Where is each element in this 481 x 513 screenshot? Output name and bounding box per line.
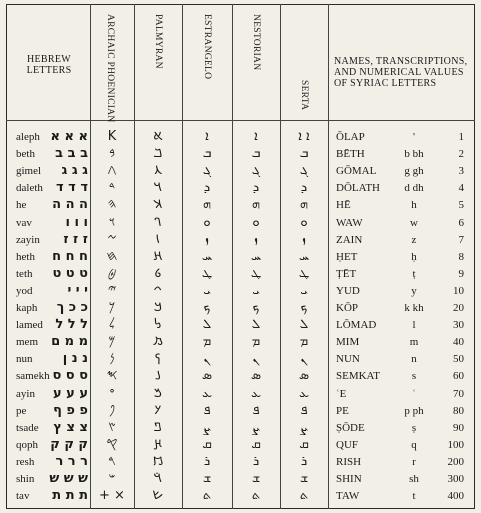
cell-phoenician: 𐤂 — [107, 163, 117, 179]
cell-name: he — [16, 199, 27, 212]
cell-nestorian: ܗ — [251, 197, 261, 213]
cell-value: 100 — [447, 438, 464, 451]
cell-syriac: RISH — [336, 455, 362, 468]
cell-estrangelo: ܘ — [203, 214, 211, 230]
cell-trans: l — [412, 319, 416, 332]
cell-value: 10 — [453, 284, 464, 297]
cell-trans: p ph — [404, 404, 424, 417]
cell-syriac: SHIN — [336, 473, 362, 485]
cell-syriac: ʿE — [336, 387, 347, 400]
cell-phoenician: 𐤌 — [108, 334, 116, 350]
cell-phoenician: 𐤊 — [108, 300, 116, 315]
cell-syriac: PE — [336, 404, 349, 417]
cell-estrangelo: ܚ — [201, 248, 213, 264]
cell-nestorian: ܚ — [250, 248, 262, 264]
cell-value: 300 — [447, 473, 464, 485]
cell-phoenician: 𐤁 — [108, 146, 116, 162]
cell-syriac: ḤET — [336, 250, 358, 263]
cell-palmyran: 𐡧 — [153, 248, 163, 264]
cell-estrangelo: ܓ — [202, 163, 212, 179]
cell-phoenician: 𐤆 — [107, 231, 117, 247]
cell-nestorian: ܕ — [252, 180, 260, 196]
cell-value: 50 — [453, 353, 464, 366]
cell-phoenician: 𐤏 — [109, 385, 115, 401]
cell-heb: י י י — [67, 282, 88, 298]
cell-heb: צ צ ץ — [53, 419, 88, 435]
cell-syriac: WAW — [336, 216, 363, 229]
cell-trans: ṣ — [411, 421, 417, 434]
cell-syriac: GŌMAL — [336, 165, 377, 178]
cell-trans: t — [412, 490, 416, 503]
cell-nestorian: ܠ — [251, 317, 261, 333]
cell-estrangelo: ܐ — [205, 129, 209, 144]
cell-estrangelo: ܡ — [202, 334, 212, 350]
cell-serta: ܨ — [299, 419, 309, 435]
cell-name: aleph — [16, 131, 40, 143]
cell-nestorian: ܫ — [251, 471, 261, 486]
divider-estrangelo — [232, 4, 233, 509]
cell-value: 90 — [453, 421, 464, 434]
divider-hebrew — [90, 4, 91, 509]
cell-trans: w — [410, 216, 418, 229]
cell-estrangelo: ܠ — [202, 317, 212, 333]
cell-palmyran: 𐡨 — [154, 265, 162, 281]
cell-serta: ܫ — [299, 471, 309, 486]
cell-name: daleth — [16, 182, 43, 195]
cell-name: heth — [16, 250, 35, 263]
cell-serta: ܝ — [300, 282, 308, 298]
cell-heb: נ נ ן — [62, 351, 88, 367]
cell-phoenician: 𐤅 — [108, 214, 116, 230]
cell-estrangelo: ܕ — [203, 180, 211, 196]
cell-palmyran: 𐡠 — [153, 129, 163, 144]
cell-estrangelo: ܩ — [202, 436, 212, 452]
cell-estrangelo: ܨ — [202, 419, 212, 435]
cell-serta: ܦ — [300, 402, 308, 418]
cell-trans: ʿ — [412, 387, 416, 400]
cell-heb: פ פ ף — [53, 402, 88, 418]
cell-palmyran: 𐡩 — [154, 282, 162, 298]
cell-trans: n — [411, 353, 417, 366]
cell-heb: ז ז ז — [63, 231, 88, 247]
cell-heb: כ כ ך — [56, 300, 88, 315]
cell-value: 400 — [447, 490, 464, 503]
cell-phoenician: K — [107, 129, 117, 144]
cell-palmyran: 𐡰 — [154, 402, 162, 418]
cell-name: beth — [16, 148, 35, 161]
cell-syriac: NUN — [336, 353, 360, 366]
cell-phoenician: 𐤈 — [107, 265, 117, 281]
cell-nestorian: ܬ — [251, 488, 261, 504]
cell-name: yod — [16, 284, 33, 297]
cell-heb: ב ב ב — [55, 146, 88, 162]
cell-phoenician: 𐤃 — [108, 180, 116, 196]
cell-syriac: DŌLATH — [336, 182, 380, 195]
cell-estrangelo: ܪ — [203, 453, 211, 469]
cell-syriac: MIM — [336, 336, 360, 349]
cell-value: 4 — [458, 182, 464, 195]
cell-palmyran: 𐡯 — [154, 385, 162, 401]
cell-nestorian: ܒ — [251, 146, 261, 162]
cell-palmyran: 𐡲 — [154, 436, 162, 452]
cell-heb: ו ו ו — [65, 214, 88, 230]
cell-trans: ḥ — [411, 250, 417, 263]
cell-syriac: ṢŌDE — [336, 421, 365, 434]
cell-phoenician: 𐤄 — [107, 197, 117, 213]
cell-syriac: ṬĒT — [336, 267, 357, 280]
cell-value: 20 — [453, 302, 464, 314]
cell-palmyran: 𐡴 — [153, 471, 163, 486]
cell-estrangelo: ܝ — [203, 282, 211, 298]
cell-heb: ד ד ד — [56, 180, 88, 196]
cell-estrangelo: ܬ — [202, 488, 212, 504]
cell-palmyran: 𐡱 — [154, 419, 162, 435]
cell-heb: ס ס ס — [52, 368, 88, 384]
header-nestorian: NESTORIAN — [251, 14, 261, 71]
cell-serta: ܓ — [299, 163, 309, 179]
cell-trans: z — [411, 233, 417, 246]
cell-heb: ח ח ח — [52, 248, 88, 264]
cell-phoenician: 𐤎 — [106, 368, 118, 384]
cell-estrangelo: ܫ — [202, 471, 212, 486]
cell-phoenician: 𐤐 — [108, 402, 116, 418]
cell-heb: מ מ ם — [51, 334, 88, 350]
cell-value: 2 — [458, 148, 464, 161]
cell-syriac: BĒTH — [336, 148, 365, 161]
cell-value: 3 — [458, 165, 464, 178]
cell-phoenician: 𐤉 — [107, 282, 117, 298]
cell-serta: ܕ — [300, 180, 308, 196]
divider-nestorian — [280, 4, 281, 509]
cell-name: kaph — [16, 302, 38, 314]
header-divider — [6, 120, 475, 121]
cell-phoenician: + × — [99, 488, 125, 504]
cell-serta: ܩ — [299, 436, 309, 452]
cell-estrangelo: ܣ — [201, 368, 213, 384]
cell-palmyran: 𐡵 — [153, 488, 163, 504]
cell-trans: sh — [409, 473, 419, 485]
cell-name: pe — [16, 404, 27, 417]
cell-nestorian: ܐ — [254, 129, 258, 144]
cell-name: gimel — [16, 165, 42, 178]
cell-nestorian: ܟ — [252, 300, 260, 315]
cell-palmyran: 𐡮 — [155, 368, 161, 384]
cell-estrangelo: ܢ — [203, 351, 211, 367]
cell-serta: ܢ — [300, 351, 308, 367]
cell-heb: ר ר ר — [55, 453, 88, 469]
cell-nestorian: ܙ — [254, 231, 258, 247]
cell-trans: k kh — [404, 302, 424, 314]
cell-name: tsade — [16, 421, 39, 434]
cell-syriac: KŌP — [336, 302, 359, 314]
cell-syriac: YUD — [336, 284, 360, 297]
cell-heb: א א א — [50, 129, 88, 144]
cell-nestorian: ܡ — [251, 334, 261, 350]
header-palmyran: PALMYRAN — [153, 14, 163, 69]
cell-trans: g gh — [404, 165, 424, 178]
cell-trans: y — [411, 284, 417, 297]
cell-estrangelo: ܦ — [203, 402, 211, 418]
cell-value: 70 — [453, 387, 464, 400]
cell-estrangelo: ܛ — [201, 265, 213, 281]
cell-name: shin — [16, 473, 35, 485]
cell-syriac: TAW — [336, 490, 360, 503]
cell-heb: ג ג ג — [61, 163, 88, 179]
cell-estrangelo: ܗ — [202, 197, 212, 213]
header-names: NAMES, TRANSCRIPTIONS, AND NUMERICAL VALUES OF SYRIAC LETTERS — [334, 56, 468, 89]
cell-palmyran: 𐡤 — [153, 197, 163, 213]
cell-trans: s — [411, 370, 417, 383]
cell-serta: ܬ — [299, 488, 309, 504]
cell-value: 60 — [453, 370, 464, 383]
cell-name: vav — [16, 216, 32, 229]
cell-name: ayin — [16, 387, 35, 400]
cell-serta: ܣ — [298, 368, 310, 384]
cell-value: 1 — [458, 131, 464, 143]
cell-value: 6 — [458, 216, 464, 229]
cell-serta: ܒ — [299, 146, 309, 162]
cell-syriac: HĒ — [336, 199, 351, 212]
cell-serta: ܠ — [299, 317, 309, 333]
cell-palmyran: 𐡦 — [156, 231, 160, 247]
cell-serta: ܪ — [300, 453, 308, 469]
cell-syriac: LŌMAD — [336, 319, 377, 332]
cell-trans: d dh — [404, 182, 424, 195]
header-estrangelo: ESTRANGELO — [202, 14, 212, 80]
cell-syriac: QUF — [336, 438, 359, 451]
cell-phoenician: 𐤍 — [109, 351, 115, 367]
cell-palmyran: 𐡢 — [153, 163, 163, 179]
cell-serta: ܐ ܐ — [298, 129, 310, 144]
divider-phoenician — [134, 4, 135, 509]
cell-nestorian: ܛ — [250, 265, 262, 281]
cell-phoenician: 𐤋 — [108, 317, 116, 333]
cell-trans: h — [411, 199, 417, 212]
cell-nestorian: ܩ — [251, 436, 261, 452]
cell-name: nun — [16, 353, 33, 366]
cell-nestorian: ܓ — [251, 163, 261, 179]
header-phoenician: ARCHAIC PHOENICIAN — [105, 14, 115, 123]
cell-value: 9 — [458, 267, 464, 280]
divider-serta — [328, 4, 329, 509]
cell-estrangelo: ܟ — [203, 300, 211, 315]
cell-heb: ק ק ק — [50, 436, 88, 452]
cell-serta: ܡ — [299, 334, 309, 350]
cell-phoenician: 𐤑 — [108, 419, 116, 435]
cell-name: tav — [16, 490, 30, 503]
cell-value: 30 — [453, 319, 464, 332]
cell-name: qoph — [16, 438, 38, 451]
cell-phoenician: 𐤔 — [108, 471, 116, 486]
cell-serta: ܥ — [298, 385, 310, 401]
cell-palmyran: 𐡬 — [153, 334, 163, 350]
cell-nestorian: ܢ — [252, 351, 260, 367]
cell-name: mem — [16, 336, 38, 349]
cell-value: 200 — [447, 455, 464, 468]
cell-estrangelo: ܒ — [202, 146, 212, 162]
cell-syriac: ZAIN — [336, 233, 363, 246]
cell-phoenician: 𐤓 — [108, 453, 116, 469]
cell-value: 8 — [458, 250, 464, 263]
cell-nestorian: ܥ — [250, 385, 262, 401]
cell-palmyran: 𐡣 — [153, 180, 163, 196]
cell-serta: ܟ — [300, 300, 308, 315]
cell-palmyran: 𐡫 — [154, 317, 162, 333]
cell-nestorian: ܨ — [251, 419, 261, 435]
cell-value: 40 — [453, 336, 464, 349]
cell-serta: ܚ — [298, 248, 310, 264]
cell-serta: ܛ — [298, 265, 310, 281]
cell-value: 7 — [458, 233, 464, 246]
cell-phoenician: 𐤒 — [106, 436, 118, 452]
cell-trans: b bh — [404, 148, 424, 161]
cell-serta: ܙ — [302, 231, 306, 247]
cell-value: 80 — [453, 404, 464, 417]
cell-palmyran: 𐡭 — [155, 351, 161, 367]
cell-trans: r — [412, 455, 416, 468]
cell-name: resh — [16, 455, 35, 468]
cell-heb: ת ת ת — [52, 488, 88, 504]
cell-trans: ṭ — [412, 267, 416, 280]
cell-nestorian: ܘ — [252, 214, 260, 230]
cell-heb: ה ה ה — [52, 197, 88, 213]
cell-syriac: SEMKAT — [336, 370, 381, 383]
cell-name: samekh — [16, 370, 50, 383]
cell-serta: ܘ — [300, 214, 308, 230]
cell-name: lamed — [16, 319, 43, 332]
cell-nestorian: ܦ — [252, 402, 260, 418]
cell-trans: q — [411, 438, 417, 451]
cell-trans: m — [409, 336, 419, 349]
cell-palmyran: 𐡪 — [154, 300, 162, 315]
cell-nestorian: ܝ — [252, 282, 260, 298]
cell-palmyran: 𐡡 — [153, 146, 163, 162]
cell-heb: ע ע ע — [52, 385, 88, 401]
cell-estrangelo: ܥ — [201, 385, 213, 401]
cell-name: teth — [16, 267, 33, 280]
cell-palmyran: 𐡳 — [152, 453, 164, 469]
cell-value: 5 — [458, 199, 464, 212]
cell-heb: ל ל ל — [55, 317, 88, 333]
divider-palmyran — [182, 4, 183, 509]
cell-serta: ܗ — [299, 197, 309, 213]
header-hebrew: HEBREW LETTERS — [26, 54, 72, 76]
cell-syriac: ŌLAP — [336, 131, 365, 143]
cell-heb: ש ש ש — [49, 471, 88, 486]
cell-trans: ' — [413, 131, 415, 143]
cell-palmyran: 𐡥 — [154, 214, 162, 230]
cell-nestorian: ܣ — [250, 368, 262, 384]
cell-name: zayin — [16, 233, 40, 246]
header-serta: SERTA — [299, 80, 309, 111]
cell-estrangelo: ܙ — [205, 231, 209, 247]
cell-phoenician: 𐤇 — [106, 248, 118, 264]
cell-nestorian: ܪ — [252, 453, 260, 469]
cell-heb: ט ט ט — [52, 265, 88, 281]
